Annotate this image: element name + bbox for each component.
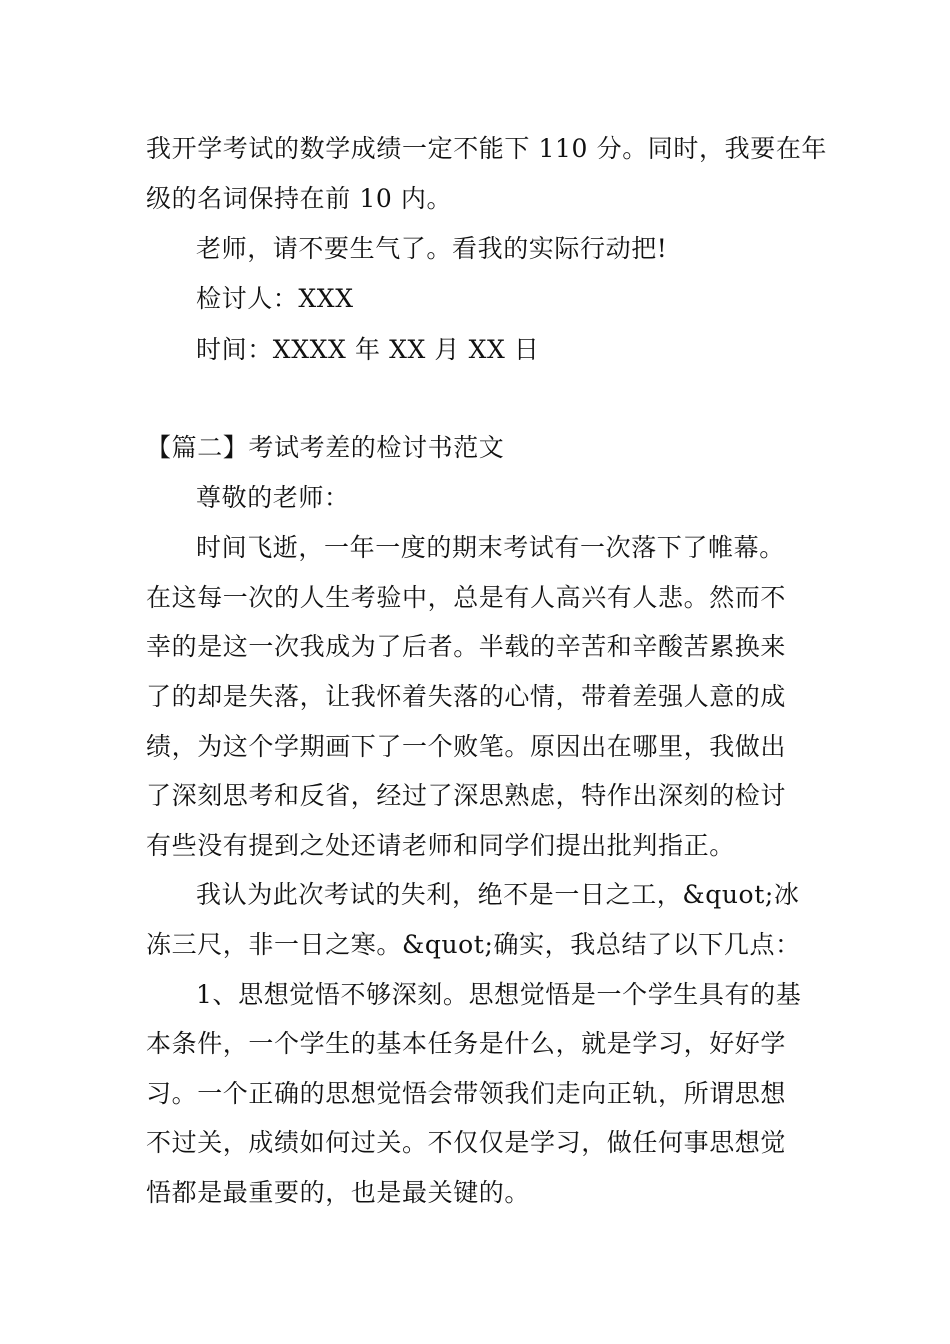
body-text-line: 级的名词保持在前 10 内。: [146, 184, 453, 213]
body-text-line: 幸的是这一次我成为了后者。半载的辛苦和辛酸苦累换来: [146, 632, 787, 661]
body-text-line: 绩，为这个学期画下了一个败笔。原因出在哪里，我做出: [146, 732, 787, 761]
body-text-line: 我开学考试的数学成绩一定不能下 110 分。同时，我要在年: [146, 134, 828, 163]
body-text-line: 冻三尺，非一日之寒。&quot;确实，我总结了以下几点：: [146, 930, 801, 959]
body-text-line: 时间飞逝，一年一度的期末考试有一次落下了帷幕。: [196, 533, 785, 562]
signature-author: 检讨人：XXX: [196, 284, 354, 313]
salutation: 尊敬的老师：: [196, 483, 350, 512]
body-text-line: 习。一个正确的思想觉悟会带领我们走向正轨，所谓思想: [146, 1079, 787, 1108]
body-text-line: 我认为此次考试的失利，绝不是一日之工，&quot;冰: [196, 880, 800, 909]
body-text-line: 本条件，一个学生的基本任务是什么，就是学习，好好学: [146, 1029, 787, 1058]
body-text-line: 悟都是最重要的，也是最关键的。: [146, 1178, 531, 1207]
body-text-line: 1、思想觉悟不够深刻。思想觉悟是一个学生具有的基: [196, 980, 802, 1009]
body-text-line: 不过关，成绩如何过关。不仅仅是学习，做任何事思想觉: [146, 1128, 787, 1157]
body-text-line: 在这每一次的人生考验中，总是有人高兴有人悲。然而不: [146, 583, 787, 612]
body-text-line: 有些没有提到之处还请老师和同学们提出批判指正。: [146, 831, 735, 860]
signature-date: 时间：XXXX 年 XX 月 XX 日: [196, 335, 540, 364]
body-text-line: 了的却是失落，让我怀着失落的心情，带着差强人意的成: [146, 682, 787, 711]
body-text-line: 了深刻思考和反省，经过了深思熟虑，特作出深刻的检讨: [146, 781, 787, 810]
closing-sentence: 老师，请不要生气了。看我的实际行动把!: [196, 234, 668, 263]
section-heading: 【篇二】考试考差的检讨书范文: [146, 433, 505, 462]
